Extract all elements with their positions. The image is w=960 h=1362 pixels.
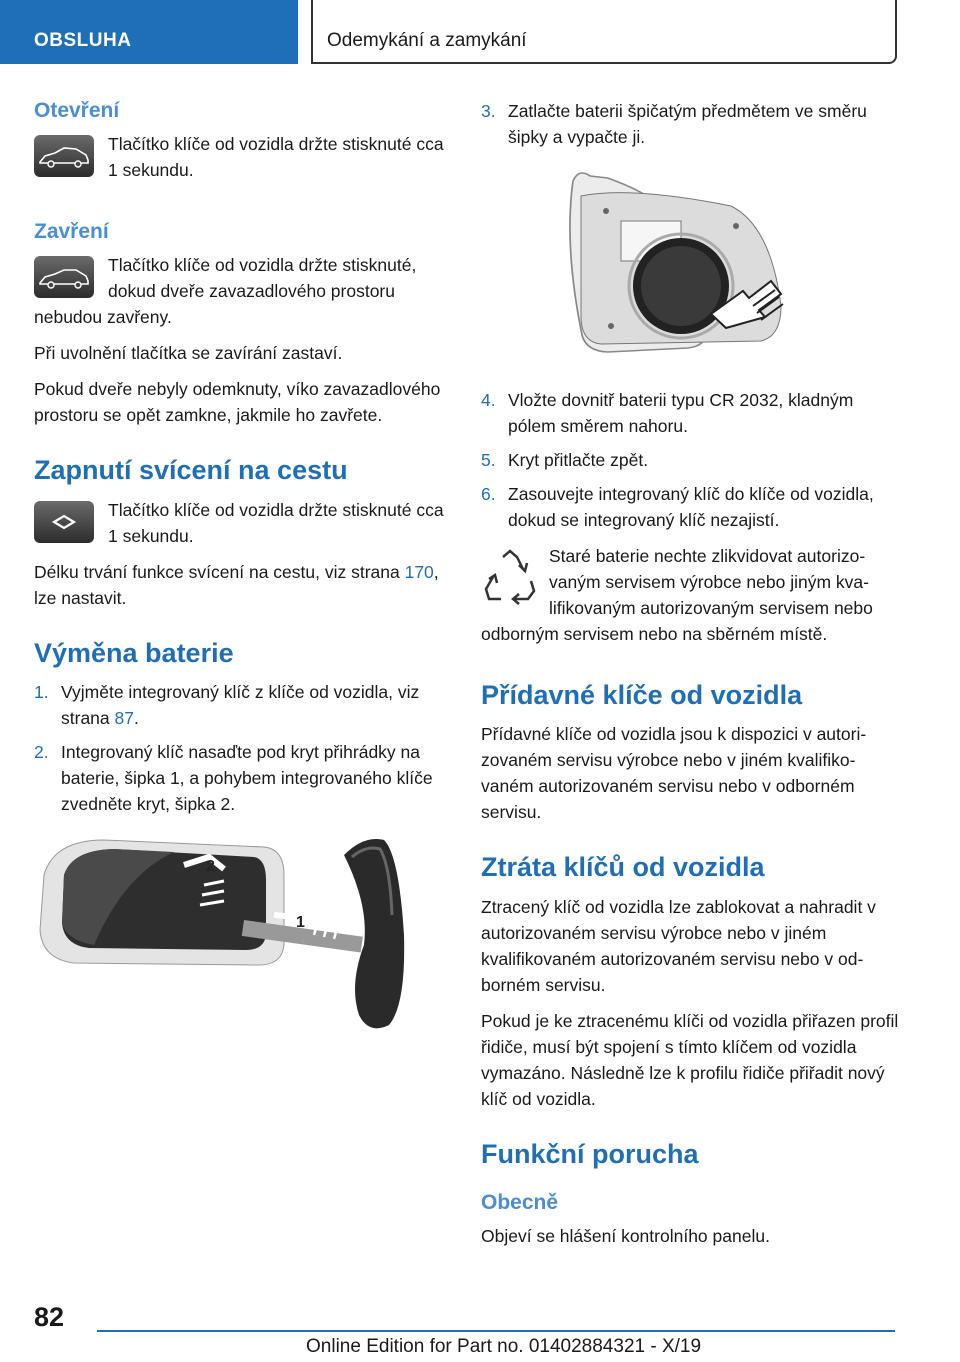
heading-obecne: Obecně: [481, 1191, 559, 1215]
section-tab: [0, 0, 298, 64]
heading-baterie: Výměna baterie: [34, 637, 234, 668]
step-text: Vložte dovnitř baterii typu CR 2032, kladným pólem směrem nahoru.: [508, 390, 854, 436]
section-pridavne: [481, 679, 901, 825]
key-row-open: [34, 131, 452, 193]
headlight-button-icon: [34, 501, 94, 543]
recycle-icon: [481, 547, 539, 607]
footer-text: Online Edition for Part no. 01402884321 - X/19: [306, 1336, 702, 1357]
section-zavreni: [34, 219, 452, 428]
battery-steps-3: [481, 387, 901, 533]
heading-pridavne: Přídavné klíče od vozidla: [481, 680, 803, 710]
text-ztrata-2: Pokud je ke ztracenému klíči od vozidla přiřazen profil řidiče, musí být spojení s tímto klíčem od vozidla vymazáno. Následně lze k profilu řidiče přiřadit nový klíč od vozidla.: [481, 1010, 899, 1109]
trunk-open-button-icon: [34, 135, 94, 177]
step-number: 5.: [481, 450, 496, 470]
trunk-close-button-icon: [34, 256, 94, 298]
arrow-2-label: 2: [206, 858, 215, 876]
figure-battery-compartment: [481, 166, 901, 367]
text-zavreni: Tlačítko klíče od vozidla držte stisknuté, dokud dveře zavazadlového prostoru nebudou zavřeny.: [34, 255, 417, 328]
arrow-1-label: 1: [296, 914, 305, 932]
heading-zavreni: Zavření: [34, 220, 109, 244]
chapter-title: Odemykání a zamykání: [327, 30, 527, 51]
step-number: 6.: [481, 484, 496, 504]
section-svetla: [34, 454, 452, 610]
section-otevreni: [34, 98, 452, 193]
list-item: [481, 98, 901, 150]
key-row-lights: [34, 497, 452, 559]
list-item: [34, 679, 452, 731]
heading-porucha: Funkční porucha: [481, 1138, 699, 1169]
step-number: 1.: [34, 682, 49, 703]
step-number: 2.: [34, 742, 49, 763]
text-svetla: Tlačítko klíče od vozidla držte stisknuté cca 1 sekundu.: [108, 499, 444, 546]
step-number: 4.: [481, 390, 496, 410]
text-pridavne: Přídavné klíče od vozidla jsou k dispozici v autorizovaném servisu výrobce nebo v jiném kvalifikovaném autorizovaném servisu nebo v odborném servisu.: [481, 724, 867, 823]
page-link-170[interactable]: 170: [404, 561, 434, 582]
heading-ztrata: Ztráta klíčů od vozidla: [481, 852, 765, 883]
key-row-close: [34, 252, 452, 340]
text-svetla-b: , lze nastavit.: [34, 561, 439, 608]
battery-steps-2: [481, 98, 901, 150]
list-item: [34, 739, 452, 817]
text-svetla-duration: [34, 559, 452, 611]
text-svetla-a: Délku trvání funkce svícení na cestu, viz strana: [34, 561, 405, 582]
text-otevreni: Tlačítko klíče od vozidla držte stisknuté cca 1 sekundu.: [108, 134, 444, 181]
chapter-header: [311, 0, 897, 64]
text-obecne: Objeví se hlášení kontrolního panelu.: [481, 1226, 770, 1247]
step-text: Vyjměte integrovaný klíč z klíče od vozidla, viz strana: [61, 682, 420, 729]
heading-otevreni: Otevření: [34, 99, 120, 122]
left-column: [34, 98, 452, 1064]
heading-svetla: Zapnutí svícení na cestu: [34, 455, 348, 486]
text-zavreni-release: Při uvolnění tlačítka se zavírání zastaví.: [34, 343, 343, 364]
page-number: 82: [34, 1302, 65, 1332]
footer-divider: [97, 1330, 895, 1332]
figure-key-opening: [34, 835, 452, 1040]
text-zavreni-locked: Pokud dveře nebyly odemknuty, víko zavazadlového prostoru se opět zamkne, jakmile ho zavřete.: [34, 379, 441, 426]
step-text: Zatlačte baterii špičatým předmětem ve směru šipky a vypačte ji.: [508, 101, 867, 147]
section-porucha: [481, 1138, 901, 1250]
recycle-note: [481, 543, 901, 657]
step-number: 3.: [481, 101, 496, 121]
step-text: Kryt přitlačte zpět.: [508, 450, 649, 470]
section-baterie: [34, 637, 452, 1040]
list-item: [481, 387, 901, 439]
battery-steps-1: [34, 679, 452, 817]
step-text-end: .: [133, 708, 139, 729]
step-text: Zasouvejte integrovaný klíč do klíče od vozidla, dokud se integrovaný klíč nezajistí.: [508, 484, 874, 530]
right-column: [481, 98, 901, 1259]
text-ztrata-1: Ztracený klíč od vozidla lze zablokovat a nahradit v autorizovaném servisu výrobce nebo v jiném kvalifikovaném autorizovaném servisu nebo v odborném servisu.: [481, 896, 876, 995]
list-item: [481, 481, 901, 533]
text-recycle: Staré baterie nechte zlikvidovat autorizovaným servisem výrobce nebo jiným kvalifikovaným autorizovaným servisem nebo odborným servisem nebo na sběrném místě.: [481, 546, 873, 644]
section-title: OBSLUHA: [34, 30, 132, 51]
page-link-87[interactable]: 87: [114, 708, 134, 729]
list-item: [481, 447, 901, 473]
section-ztrata: [481, 851, 901, 1111]
step-text: Integrovaný klíč nasaďte pod kryt přihrádky na baterie, šipka 1, a pohybem integrovaného klíče zvedněte kryt, šipka 2.: [61, 742, 433, 815]
